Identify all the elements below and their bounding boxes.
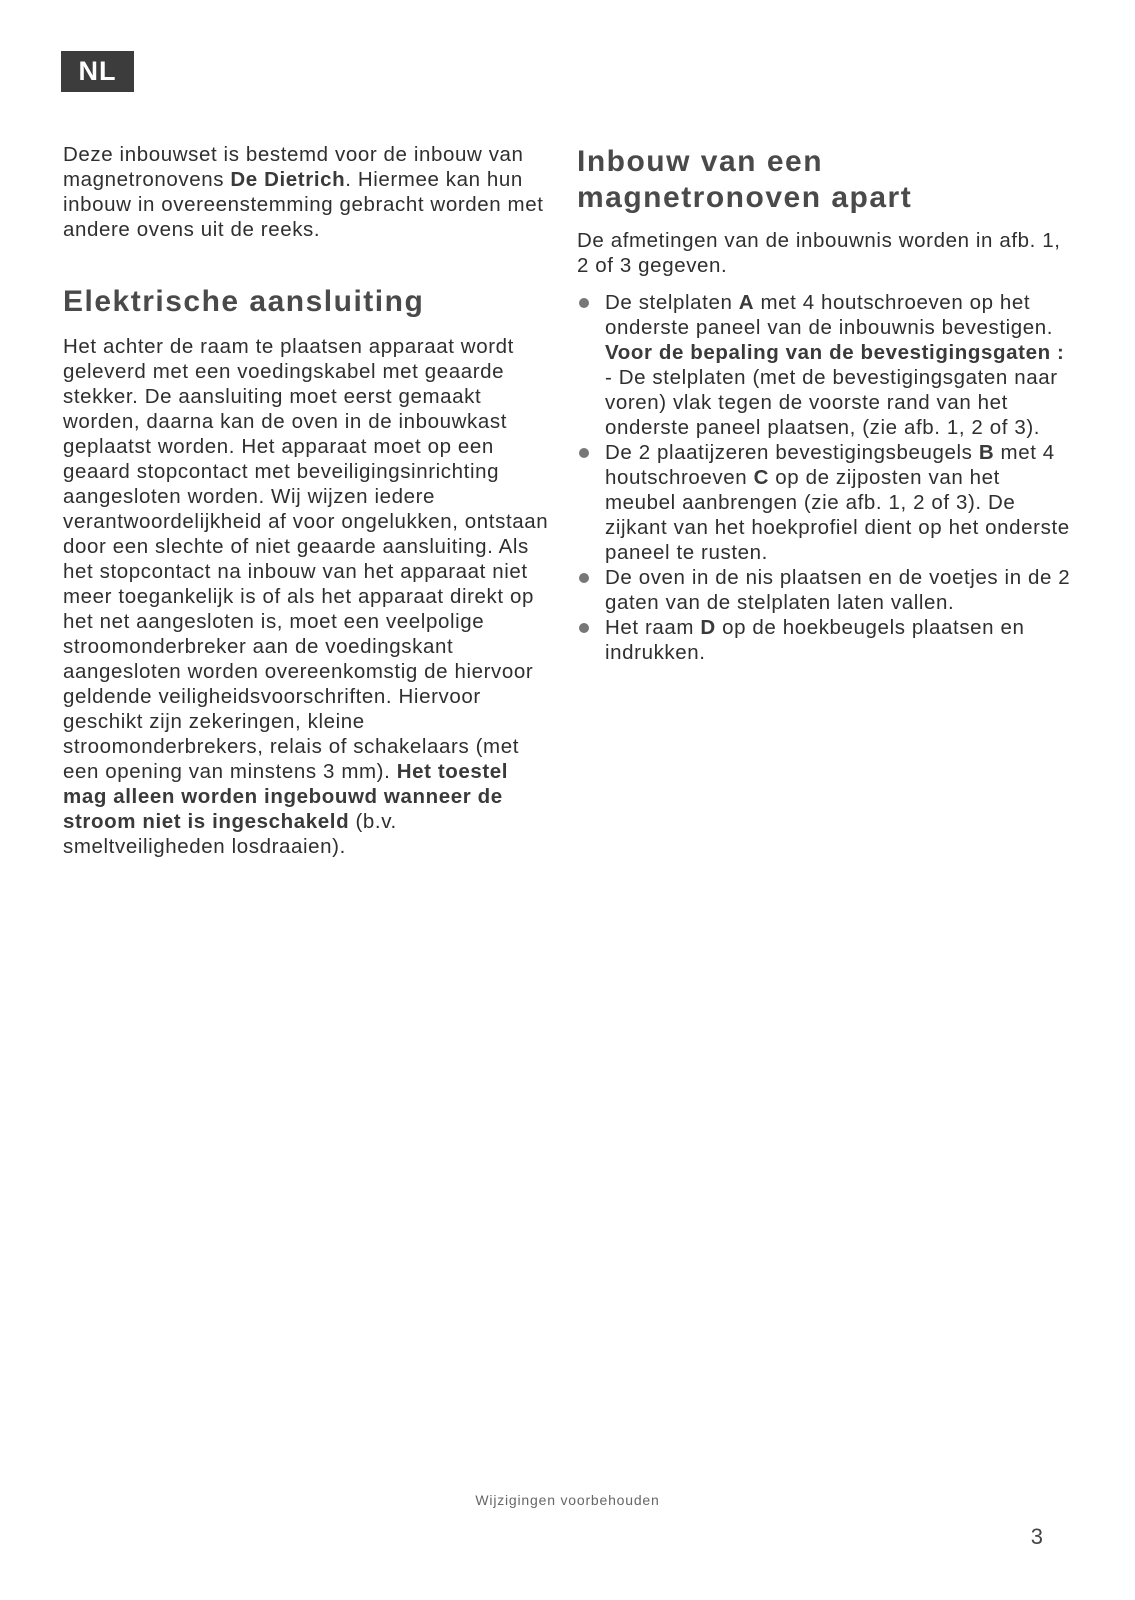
part-letter: D [700, 616, 716, 639]
step-text: met 4 houtschroeven [605, 441, 1055, 489]
part-letter: B [978, 441, 995, 464]
step-text: op de zijposten van het meubel aanbrengen (zie afb. 1, 2 of 3). De zijkant van het hoekprofiel dient op het onderste paneel te rusten. [605, 466, 1070, 564]
bullet-icon [579, 573, 589, 583]
intro-paragraph [63, 142, 553, 242]
step-text: De stelplaten [605, 291, 739, 314]
step-text: met 4 houtschroeven op het onderste paneel van de inbouwnis bevestigen. [605, 291, 1054, 339]
bullet-icon [579, 623, 589, 633]
heading-line-2: magnetronoven apart [577, 181, 913, 214]
electrical-paragraph [63, 334, 553, 859]
intro-text-end: . Hiermee kan hun inbouw in overeenstemming gebracht worden met andere ovens uit de reeks. [63, 168, 544, 241]
footer-note: Wijzigingen voorbehouden [475, 1492, 660, 1508]
bullet-icon [579, 448, 589, 458]
list-item [577, 615, 1077, 665]
list-item [577, 290, 1077, 440]
installation-intro: De afmetingen van de inbouwnis worden in afb. 1, 2 of 3 gegeven. [577, 229, 1061, 277]
step-text: De oven in de nis plaatsen en de voetjes in de 2 gaten van de stelplaten laten vallen. [605, 566, 1071, 614]
page-number: 3 [1030, 1524, 1043, 1549]
step-subheading: Voor de bepaling van de bevestigingsgaten : [605, 341, 1065, 364]
heading-electrical-connection: Elektrische aansluiting [63, 285, 425, 318]
step-subtext: - De stelplaten (met de bevestigingsgaten naar voren) vlak tegen de voorste rand van het onderste paneel plaatsen, (zie afb. 1, 2 of 3). [605, 366, 1058, 439]
bullet-icon [579, 298, 589, 308]
intro-text: Deze inbouwset is bestemd voor de inbouw van magnetronovens [63, 143, 524, 191]
list-item [577, 440, 1077, 565]
electrical-text-end: (b.v. smeltveiligheden losdraaien). [63, 810, 397, 858]
heading-installation [577, 144, 1077, 216]
list-item [577, 565, 1077, 615]
safety-warning: Het toestel mag alleen worden ingebouwd wanneer de stroom niet is ingeschakeld [63, 760, 509, 833]
electrical-text: Het achter de raam te plaatsen apparaat wordt geleverd met een voedingskabel met geaarde stekker. De aansluiting moet eerst gemaakt worden, daarna kan de oven in de inbouwkast geplaatst worden. Het apparaat moet op een geaard stopcontact met beveiligingsinrichting aangesloten worden. Wij wijzen iedere verantwoordelijkheid af voor ongelukken, ontstaan door een slechte of niet geaarde aansluiting. Als het stopcontact na inbouw van het apparaat niet meer toegankelijk is of als het apparaat direkt op het net aangesloten is, moet een veelpolige stroomonderbreker aan de voedingskant aangesloten worden overeenkomstig de hiervoor geldende veiligheidsvoorschriften. Hiervoor geschikt zijn zekeringen, kleine stroomonderbrekers, relais of schakelaars (met een opening van minstens 3 mm). [63, 335, 549, 783]
left-column [63, 142, 553, 859]
language-badge: NL [61, 51, 134, 92]
right-column [577, 142, 1077, 665]
brand-name: De Dietrich [230, 168, 346, 191]
installation-steps [577, 290, 1077, 665]
part-letter: C [753, 466, 769, 489]
step-text: De 2 plaatijzeren bevestigingsbeugels [605, 441, 979, 464]
step-text: op de hoekbeugels plaatsen en indrukken. [605, 616, 1025, 664]
part-letter: A [738, 291, 755, 314]
heading-line-1: Inbouw van een [577, 145, 824, 178]
step-text: Het raam [605, 616, 701, 639]
